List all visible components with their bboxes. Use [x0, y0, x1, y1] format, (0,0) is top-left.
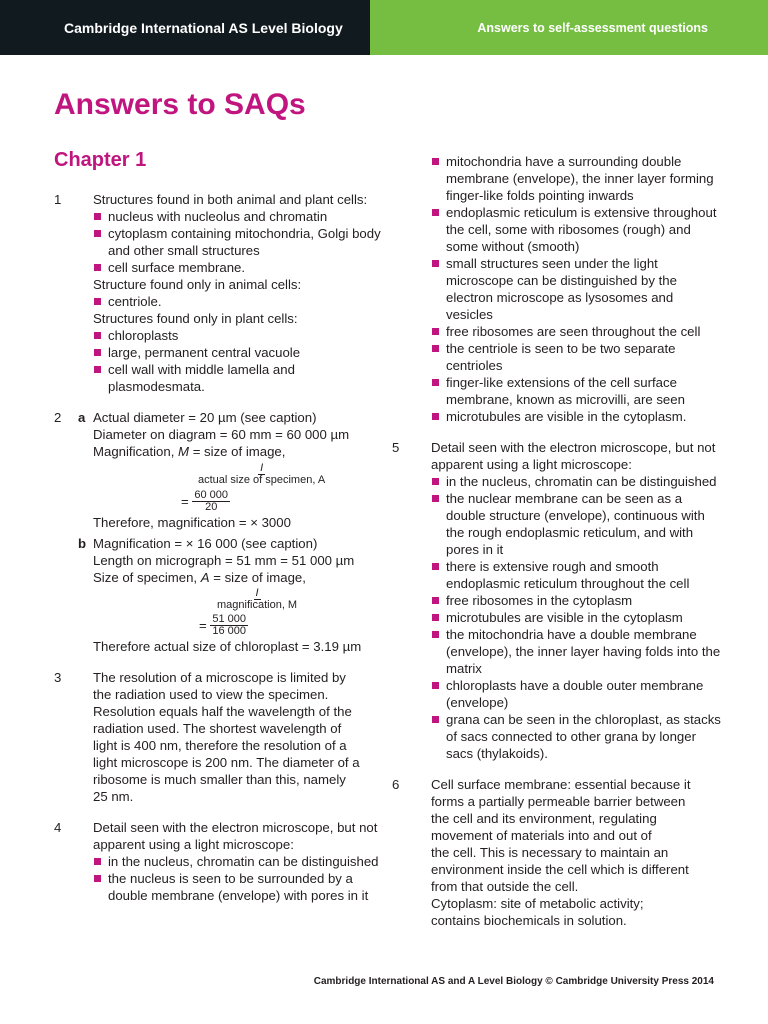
right-column: [392, 153, 722, 943]
list-item: finger-like extensions of the cell surface membrane, known as microvilli, are seen: [431, 374, 722, 408]
answer-line: from that outside the cell.: [431, 879, 579, 894]
list-item: cell surface membrane.: [93, 259, 384, 276]
formula-line: = $\frac{51 000}{16 000}$: [199, 612, 247, 637]
answer-line: the cell and its environment, regulating: [431, 811, 657, 826]
answer-line: radiation used. The shortest wavelength of: [93, 721, 342, 736]
answer-3: [54, 669, 384, 805]
answer-line: contains biochemicals in solution.: [431, 913, 627, 928]
header-section-title: [370, 0, 768, 55]
list-item: the centriole is seen to be two separate centrioles: [431, 340, 722, 374]
list-item: nucleus with nucleolus and chromatin: [93, 208, 384, 225]
list-item: free ribosomes in the cytoplasm: [431, 592, 722, 609]
list-item: there is extensive rough and smooth endoplasmic reticulum throughout the cell: [431, 558, 722, 592]
list-item: the nucleus is seen to be surrounded by a double membrane (envelope) with pores in it: [93, 870, 384, 904]
header-section-title-text: Answers to self-assessment questions: [477, 20, 708, 35]
bullet-list: [93, 327, 384, 395]
list-item: endoplasmic reticulum is extensive throughout the cell, some with ribosomes (rough) and some without (smooth): [431, 204, 722, 255]
footer-copyright: Cambridge International AS and A Level Biology © Cambridge University Press 2014: [313, 976, 714, 987]
answer-line: Resolution equals half the wavelength of the: [93, 704, 352, 719]
formula-line: [93, 460, 384, 488]
answer-line: Cell surface membrane: essential because it: [431, 777, 691, 792]
answer-part-label: a: [78, 410, 86, 425]
answer-line: light is 400 nm, therefore the resolution of a: [93, 738, 347, 753]
list-item: in the nucleus, chromatin can be distinguished: [431, 473, 722, 490]
answer-2b: [54, 535, 384, 655]
answer-5: [392, 439, 722, 762]
bullet-list: [93, 293, 384, 310]
answer-line: 25 nm.: [93, 789, 134, 804]
page-title: Answers to SAQs: [54, 88, 306, 121]
answer-text: Structures found only in plant cells:: [93, 311, 298, 326]
chapter-title: Chapter 1: [54, 149, 147, 171]
left-column: [54, 191, 384, 918]
answer-line: Cytoplasm: site of metabolic activity;: [431, 896, 644, 911]
answer-6: [392, 776, 722, 929]
answer-4: [54, 819, 384, 904]
fraction: $\frac{60 000}{20}$: [194, 488, 229, 513]
list-item: cytoplasm containing mitochondria, Golgi body and other small structures: [93, 225, 384, 259]
answer-number: 2: [54, 410, 62, 425]
answer-text: Detail seen with the electron microscope, but not apparent using a light microscope:: [431, 440, 716, 472]
answer-number: 6: [392, 777, 400, 792]
bullet-list: [431, 153, 722, 425]
list-item: cell wall with middle lamella and plasmodesmata.: [93, 361, 384, 395]
answer-text: Detail seen with the electron microscope, but not apparent using a light microscope:: [93, 820, 378, 852]
answer-line: the cell. This is necessary to maintain an: [431, 845, 669, 860]
answer-line: Actual diameter = 20 µm (see caption): [93, 410, 317, 425]
list-item: small structures seen under the light microscope can be distinguished by the electron microscope as lysosomes and vesicles: [431, 255, 722, 323]
answer-text: Structures found in both animal and plant cells:: [93, 192, 368, 207]
answer-number: 5: [392, 440, 400, 455]
answer-line: Length on micrograph = 51 mm = 51 000 µm: [93, 553, 355, 568]
answer-line: Therefore, magnification = × 3000: [93, 515, 291, 530]
answer-line: forms a partially permeable barrier between: [431, 794, 686, 809]
answer-number: 4: [54, 820, 62, 835]
list-item: centriole.: [93, 293, 384, 310]
list-item: free ribosomes are seen throughout the cell: [431, 323, 722, 340]
list-item: chloroplasts: [93, 327, 384, 344]
list-item: chloroplasts have a double outer membrane (envelope): [431, 677, 722, 711]
list-item: microtubules are visible in the cytoplasm.: [431, 408, 722, 425]
header-book-title: [0, 0, 370, 55]
fraction: $\frac{I}{\text{magnification, M}}$: [217, 586, 298, 611]
answer-line: environment inside the cell which is different: [431, 862, 689, 877]
answer-line: movement of materials into and out of: [431, 828, 652, 843]
fraction: $\frac{I}{\text{actual size of specimen, A}}$: [198, 461, 326, 486]
answer-2a: [54, 409, 384, 531]
answer-number: 3: [54, 670, 62, 685]
answer-line: The resolution of a microscope is limited by: [93, 670, 346, 685]
answer-line: Size of specimen, A = size of image,: [93, 570, 306, 585]
answer-number: 1: [54, 192, 62, 207]
header-book-title-text: Cambridge International AS Level Biology: [64, 19, 343, 36]
answer-4-continued: [392, 153, 722, 425]
list-item: in the nucleus, chromatin can be distinguished: [93, 853, 384, 870]
list-item: mitochondria have a surrounding double membrane (envelope), the inner layer forming finger-like folds pointing inwards: [431, 153, 722, 204]
answer-line: Therefore actual size of chloroplast = 3.19 µm: [93, 639, 362, 654]
bullet-list: [93, 853, 384, 904]
formula-line: [93, 586, 384, 612]
list-item: large, permanent central vacuole: [93, 344, 384, 361]
answer-part-label: b: [78, 536, 87, 551]
answer-text: Structure found only in animal cells:: [93, 277, 302, 292]
answer-line: Magnification = × 16 000 (see caption): [93, 536, 318, 551]
bullet-list: [93, 208, 384, 276]
answer-line: Magnification, M = size of image,: [93, 444, 286, 459]
answer-line: Diameter on diagram = 60 mm = 60 000 µm: [93, 427, 350, 442]
list-item: the mitochondria have a double membrane (envelope), the inner layer having folds into the matrix: [431, 626, 722, 677]
fraction: $\frac{51 000}{16 000}$: [212, 612, 247, 637]
list-item: the nuclear membrane can be seen as a double structure (envelope), continuous with the rough endoplasmic reticulum, and with pores in it: [431, 490, 722, 558]
list-item: grana can be seen in the chloroplast, as stacks of sacs connected to other grana by longer sacs (thylakoids).: [431, 711, 722, 762]
answer-line: light microscope is 200 nm. The diameter of a: [93, 755, 360, 770]
list-item: microtubules are visible in the cytoplasm: [431, 609, 722, 626]
bullet-list: [431, 473, 722, 762]
answer-line: ribosome is much smaller than this, namely: [93, 772, 346, 787]
answer-line: the radiation used to view the specimen.: [93, 687, 329, 702]
answer-1: [54, 191, 384, 395]
formula-line: = $\frac{60 000}{20}$: [181, 488, 229, 513]
